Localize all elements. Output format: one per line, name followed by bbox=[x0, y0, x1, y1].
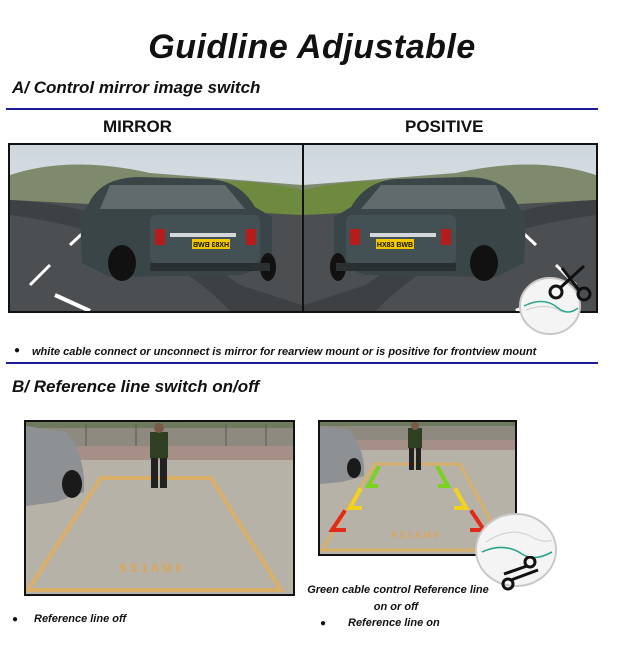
note-a-text: white cable connect or unconnect is mirror for rearview mount or is positive for frontview mount bbox=[32, 346, 537, 358]
mirror-plate-text: HX83 BWB bbox=[192, 242, 230, 249]
green-cable-note-line1: Green cable control Reference line bbox=[307, 584, 489, 596]
positive-label: POSITIVE bbox=[405, 117, 484, 136]
note-a-bullet: ● bbox=[14, 345, 21, 356]
reference-line-on-label: Reference line on bbox=[348, 617, 440, 629]
scissors-icon bbox=[500, 556, 540, 592]
off-bullet: ● bbox=[12, 614, 19, 625]
mirror-label: MIRROR bbox=[103, 117, 172, 136]
mirror-car-image bbox=[8, 143, 304, 313]
section-b-heading: B/ Reference line switch on/off bbox=[12, 377, 260, 396]
section-a-divider bbox=[6, 108, 598, 110]
section-b-divider bbox=[6, 362, 598, 364]
green-cable-note-line2: on or off bbox=[373, 601, 419, 613]
reference-line-off-image bbox=[24, 420, 295, 596]
ground-text-on: 9 S 1 A M 6 bbox=[391, 530, 439, 540]
page-title: Guidline Adjustable bbox=[148, 28, 476, 66]
ground-text-off: 9 S 1 A M 6 bbox=[119, 561, 183, 575]
scissors-icon bbox=[548, 262, 594, 302]
section-a-heading: A/ Control mirror image switch bbox=[12, 78, 261, 97]
positive-plate-text: HX83 BWB bbox=[376, 242, 414, 249]
reference-line-off-label: Reference line off bbox=[34, 613, 127, 625]
on-bullet: ● bbox=[320, 618, 327, 629]
